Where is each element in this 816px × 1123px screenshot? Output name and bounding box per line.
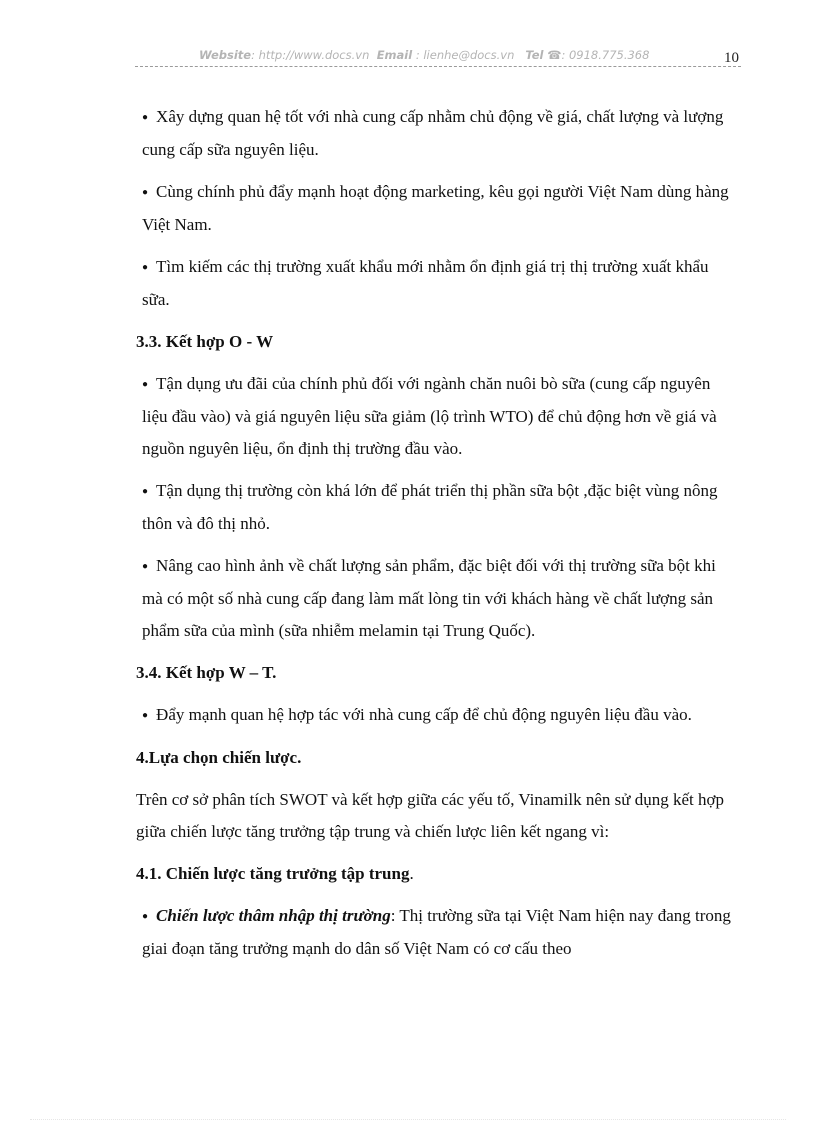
- section-heading: 4.1. Chiến lược tăng trưởng tập trung.: [136, 864, 414, 883]
- bullet-item: ● Chiến lược thâm nhập thị trường: Thị trường sữa tại Việt Nam hiện nay đang trong giai đoạn tăng trưởng mạnh do dân số Việt Nam có cơ cấu theo: [142, 906, 731, 958]
- page-number: 10: [724, 50, 739, 66]
- page-header: [135, 44, 741, 67]
- phone-icon: ☎: [547, 48, 562, 62]
- bullet-icon: ●: [142, 486, 149, 497]
- bullet-icon: ●: [142, 262, 149, 273]
- email-label: Email: [376, 48, 413, 62]
- bullet-item: ● Xây dựng quan hệ tốt với nhà cung cấp nhằm chủ động về giá, chất lượng và lượng cung cấp sữa nguyên liệu.: [142, 107, 724, 159]
- bullet-item: ● Tận dụng thị trường còn khá lớn để phát triển thị phần sữa bột ,đặc biệt vùng nông thôn và đô thị nhỏ.: [142, 481, 718, 533]
- bullet-item: ● Tận dụng ưu đãi của chính phủ đối với ngành chăn nuôi bò sữa (cung cấp nguyên liệu đầu vào) và giá nguyên liệu sữa giảm (lộ trình WTO) để chủ động hơn về giá và nguồn nguyên liệu, ổn định thị trường đầu vào.: [142, 374, 717, 458]
- bullet-item: ● Cùng chính phủ đẩy mạnh hoạt động marketing, kêu gọi người Việt Nam dùng hàng Việt Nam.: [142, 182, 729, 234]
- footer-divider: [30, 1119, 786, 1120]
- bullet-icon: ●: [142, 187, 149, 198]
- bullet-icon: ●: [142, 112, 149, 123]
- emphasis-term: Chiến lược thâm nhập thị trường: [156, 906, 391, 925]
- website-label: Website: [199, 48, 252, 62]
- section-heading: 3.3. Kết hợp O - W: [136, 332, 274, 351]
- bullet-item: ● Nâng cao hình ảnh về chất lượng sản phẩm, đặc biệt đối với thị trường sữa bột khi mà có một số nhà cung cấp đang làm mất lòng tin với khách hàng về chất lượng sản phẩm sữa của mình (sữa nhiễm melamin tại Trung Quốc).: [142, 556, 716, 640]
- bullet-item: ● Tìm kiếm các thị trường xuất khẩu mới nhằm ổn định giá trị thị trường xuất khẩu sữa.: [142, 257, 709, 309]
- bullet-icon: ●: [142, 561, 149, 572]
- tel-value: : 0918.775.368: [561, 48, 650, 62]
- bullet-icon: ●: [142, 911, 149, 922]
- website-url: : http://www.docs.vn: [251, 48, 370, 62]
- section-heading: 4.Lựa chọn chiến lược.: [136, 748, 302, 767]
- bullet-item: ● Đẩy mạnh quan hệ hợp tác với nhà cung cấp để chủ động nguyên liệu đầu vào.: [142, 705, 692, 724]
- tel-label: Tel: [525, 48, 544, 62]
- document-body: [136, 101, 736, 975]
- email-value: : lienhe@docs.vn: [412, 48, 515, 62]
- bullet-icon: ●: [142, 379, 149, 390]
- paragraph: Trên cơ sở phân tích SWOT và kết hợp giữa các yếu tố, Vinamilk nên sử dụng kết hợp giữa chiến lược tăng trưởng tập trung và chiến lược liên kết ngang vì:: [136, 790, 724, 841]
- bullet-icon: ●: [142, 710, 149, 721]
- header-contact: [199, 48, 649, 62]
- section-heading: 3.4. Kết hợp W – T.: [136, 663, 277, 682]
